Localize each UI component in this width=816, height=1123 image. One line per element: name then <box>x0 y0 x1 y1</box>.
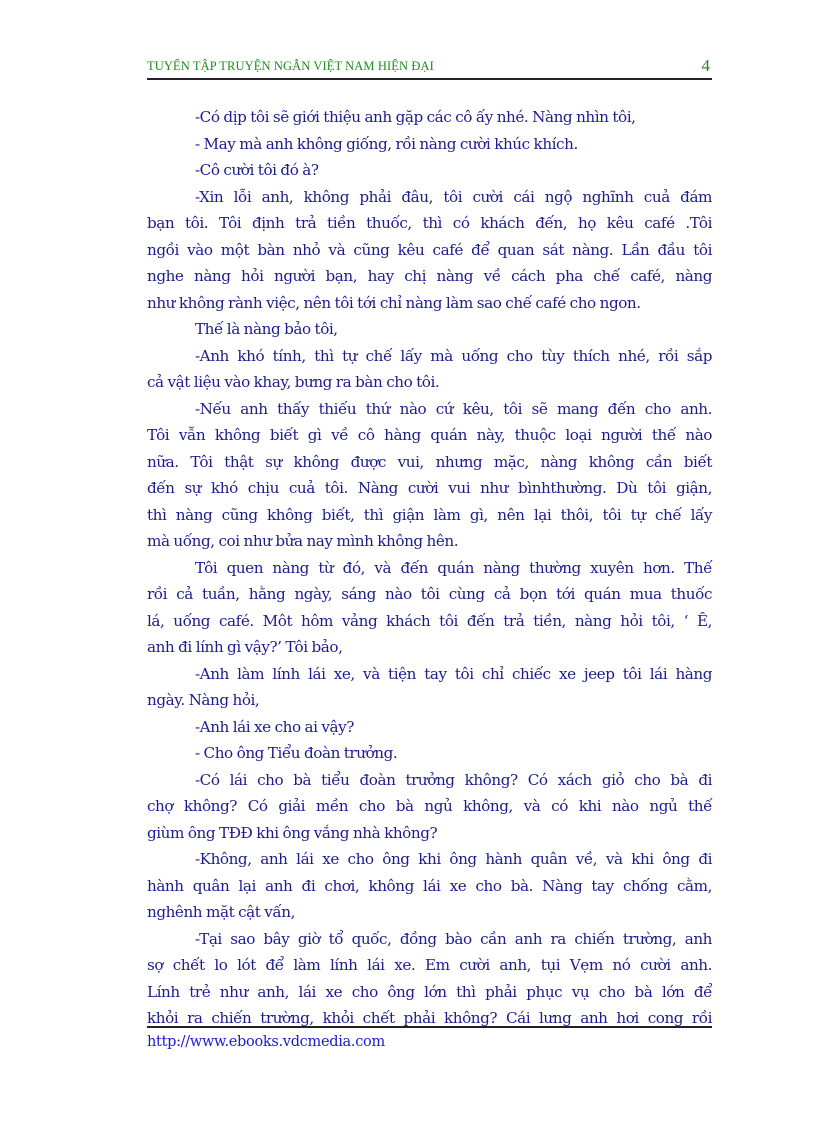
text-line: chợ không? Có giải mền cho bà ngủ không, và có khi nào ngủ thế <box>147 797 712 815</box>
text-line: ngồi vào một bàn nhỏ và cũng kêu café để quan sát nàng. Lần đầu tôi <box>147 240 712 259</box>
text-line: mà uống, coi như bửa nay mình không hên. <box>147 532 459 550</box>
text-line: Tôi quen nàng từ đó, và đến quán nàng thường xuyên hơn. Thế <box>195 558 712 577</box>
text-line: nữa. Tôi thật sự không được vui, nhưng mặc, nàng không cần biết <box>147 452 712 471</box>
paragraph <box>147 184 712 317</box>
text-line: -Cô cười tôi đó à? <box>195 161 319 179</box>
text-line: hành quân lại anh đi chơi, không lái xe cho bà. Nàng tay chống cằm, <box>147 876 712 895</box>
text-line: giùm ông TĐĐ khi ông vắng nhà không? <box>147 823 438 842</box>
paragraph <box>147 157 712 184</box>
paragraph <box>147 396 712 555</box>
paragraph <box>147 131 712 158</box>
text-line: sợ chết lo lót để làm lính lái xe. Em cười anh, tụi Vẹm nó cười anh. <box>147 956 712 974</box>
text-line: bạn tôi. Tôi định trả tiền thuốc, thì có khách đến, họ kêu café .Tôi <box>147 214 712 232</box>
text-line: -Anh khó tính, thì tự chế lấy mà uống cho tùy thích nhé, rồi sắp <box>195 346 712 365</box>
text-line: ngày. Nàng hỏi, <box>147 691 260 709</box>
text-line: -Có lái cho bà tiểu đoàn trưởng không? Có xách giỏ cho bà đi <box>195 770 712 789</box>
text-line: -Không, anh lái xe cho ông khi ông hành quân về, và khi ông đi <box>195 850 712 868</box>
text-line: cả vật liệu vào khay, bưng ra bàn cho tôi. <box>147 373 440 391</box>
paragraph <box>147 767 712 847</box>
text-line: -Anh làm lính lái xe, và tiện tay tôi chỉ chiếc xe jeep tôi lái hàng <box>195 664 712 683</box>
text-line: -Có dịp tôi sẽ giới thiệu anh gặp các cô ấy nhé. Nàng nhìn tôi, <box>195 108 636 126</box>
text-line: - May mà anh không giống, rồi nàng cười khúc khích. <box>195 134 578 153</box>
paragraph <box>147 555 712 661</box>
paragraph <box>147 343 712 396</box>
paragraph <box>147 316 712 343</box>
text-line: Lính trẻ như anh, lái xe cho ông lớn thì phải phục vụ cho bà lớn để <box>147 982 712 1001</box>
page-header <box>147 56 712 80</box>
text-line: đến sự khó chịu cuả tôi. Nàng cười vui như bìnhthường. Dù tôi giận, <box>147 479 712 497</box>
book-title: TUYỂN TẬP TRUYỆN NGẮN VIỆT NAM HIỆN ĐẠI <box>147 59 434 73</box>
text-line: anh đi lính gì vậy?’ Tôi bảo, <box>147 638 343 656</box>
text-line: khỏi ra chiến trường, khỏi chết phải không? Cái lưng anh hơi cong rồi <box>147 1009 712 1027</box>
paragraph <box>147 740 712 767</box>
text-line: Tôi vẫn không biết gì về cô hàng quán này, thuộc loại người thế nào <box>147 426 712 444</box>
text-line: như không rành việc, nên tôi tới chỉ nàng làm sao chế café cho ngon. <box>147 293 641 312</box>
paragraph <box>147 846 712 926</box>
text-line: -Anh lái xe cho ai vậy? <box>195 717 354 736</box>
text-line: rồi cả tuần, hằng ngày, sáng nào tôi cùng cả bọn tới quán mua thuốc <box>147 585 712 603</box>
paragraph <box>147 661 712 714</box>
text-line: nghe nàng hỏi người bạn, hay chị nàng về cách pha chế café, nàng <box>147 267 712 285</box>
text-line: - Cho ông Tiểu đoàn trưởng. <box>195 744 398 762</box>
story-text <box>147 104 712 1032</box>
text-line: nghênh mặt cật vấn, <box>147 903 295 921</box>
page-number: 4 <box>701 56 710 75</box>
text-line: Thế là nàng bảo tôi, <box>195 320 338 338</box>
paragraph <box>147 926 712 1032</box>
text-line: -Xin lỗi anh, không phải đâu, tôi cười cái ngộ nghĩnh cuả đám <box>195 187 712 206</box>
footer-divider <box>147 1026 712 1028</box>
paragraph <box>147 104 712 131</box>
text-line: -Tại sao bây giờ tổ quốc, đồng bào cần anh ra chiến trường, anh <box>195 929 712 948</box>
paragraph <box>147 714 712 741</box>
text-line: -Nếu anh thấy thiếu thứ nào cứ kêu, tôi sẽ mang đến cho anh. <box>195 399 712 418</box>
text-line: thì nàng cũng không biết, thì giận làm gì, nên lại thôi, tôi tự chế lấy <box>147 505 712 524</box>
text-line: lá, uống café. Môt hôm vảng khách tôi đến trả tiền, nàng hỏi tôi, ‘ Ê, <box>147 611 712 630</box>
footer-link[interactable]: http://www.ebooks.vdcmedia.com <box>147 1034 385 1050</box>
